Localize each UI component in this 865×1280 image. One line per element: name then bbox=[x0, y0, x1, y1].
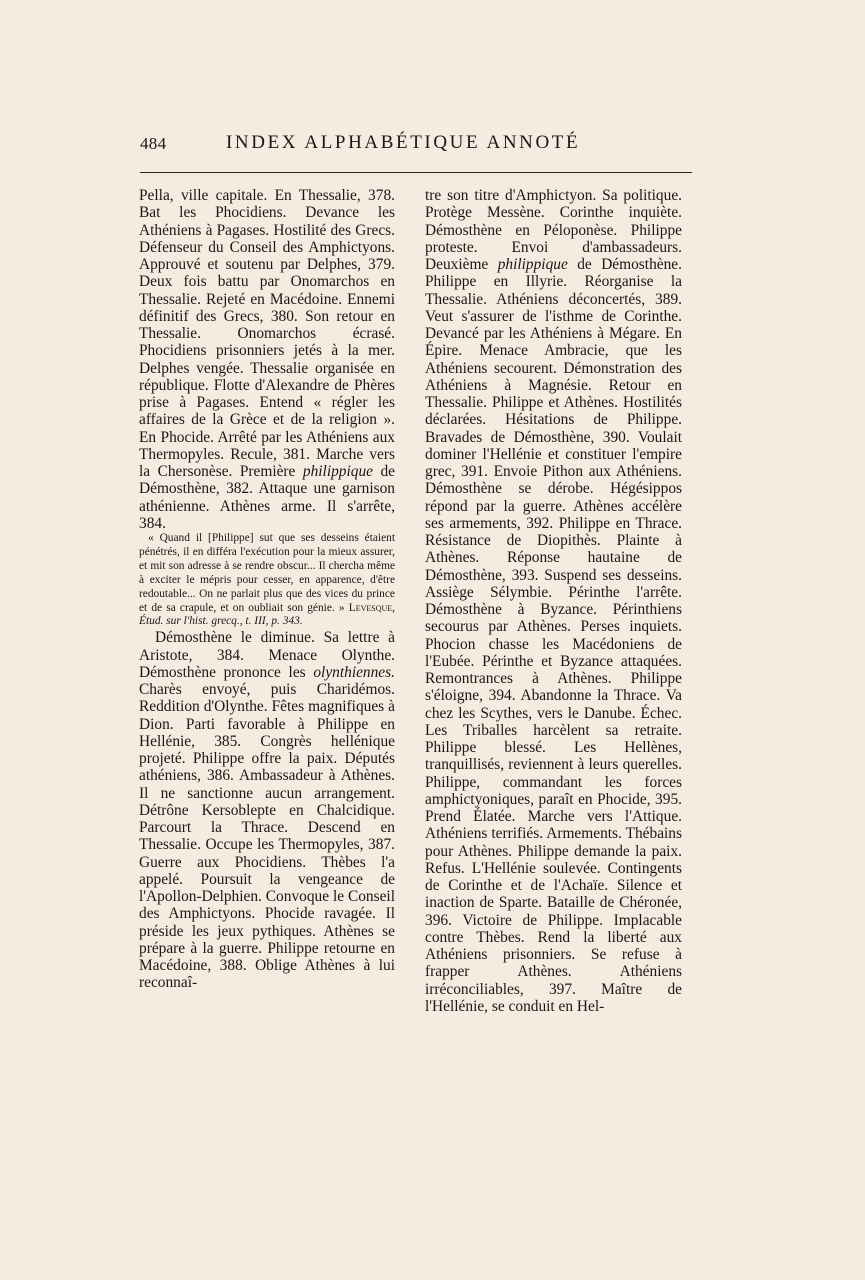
running-head bbox=[140, 132, 692, 158]
entry-text: Pella, ville capitale. En Thessalie, 378. Bat les Phocidiens. Devance les Athéniens à Pagases. Hostilité des Grecs. Défenseur du Conseil des Amphictyons. Approuvé et soutenu par Delphes, 379. Deux fois battu par Onomarchos en Thessalie. Rejeté en Macédoine. Ennemi définitif des Grecs, 380. Son retour en Thessalie. Onomarchos écrasé. Phocidiens prisonniers jetés à la mer. Delphes vengée. Thessalie organisée en république. Flotte d'Alexandre de Phères prise à Pagases. Entend « régler les affaires de la Grèce et de la religion ». En Phocide. Arrêté par les Athéniens aux Thermopyles. Recule, 381. Marche vers la Chersonèse. Première bbox=[139, 187, 395, 480]
header-rule bbox=[140, 172, 692, 173]
page-number: 484 bbox=[140, 134, 167, 153]
entry-paragraph bbox=[139, 629, 395, 991]
italic-term: olynthiennes. bbox=[313, 663, 395, 681]
entry-text: de Démosthène. Philippe en Illyrie. Réorganise la Thessalie. Athéniens déconcertés, 389. Veut s'assurer de l'isthme de Corinthe. Devancé par les Athéniens à Mégare. En Épire. Menace Ambracie, que les Athéniens secourent. Démonstration des Athéniens à Magnésie. Retour en Thessalie. Philippe et Athènes. Hostilités déclarées. Hésitations de Philippe. Bravades de Démosthène, 390. Voulait dominer l'Hellénie et constituer l'empire grec, 391. Envoie Pithon aux Athéniens. Démosthène se dérobe. Hégésippos répond par la guerre. Athènes accélère ses armements, 392. Philippe en Thrace. Résistance de Diopithès. Plainte à Athènes. Réponse hautaine de Démosthène, 393. Suspend ses desseins. Assiège Sélymbie. Périnthe l'arrête. Démosthène à Byzance. Périnthiens secourus par Athènes. Perses inquiets. Phocion chasse les Macédoniens de l'Eubée. Périnthe et Byzance attaquées. Remontrances à Athènes. Philippe s'éloigne, 394. Abandonne la Thrace. Va chez les Scythes, vers le Danube. Échec. Les Triballes harcèlent sa retraite. Philippe blessé. Les Hellènes, tranquillisés, reviennent à leurs querelles. Philippe, commandant les forces amphictyoniques, paraît en Phocide, 395. Prend Élatée. Marche vers l'Attique. Athéniens terrifiés. Armements. Thébains pour Athènes. Philippe demande la paix. Refus. L'Hellénie soulevée. Contingents de Corinthe et de l'Achaïe. Silence et inaction de Sparte. Bataille de Chéronée, 396. Victoire de Philippe. Implacable contre Thèbes. Rend la liberté aux Athéniens prisonniers. Se refuse à frapper Athènes. Athéniens irréconciliables, 397. Maître de l'Hellénie, se conduit en Hel- bbox=[425, 256, 682, 1015]
entry-text: de Démosthène, 382. Attaque une garnison athénienne. Athènes arme. Il s'arrête, 384. bbox=[139, 463, 395, 532]
entry-text: Démosthène le diminue. Sa lettre à Aristote, 384. Menace Olynthe. Démosthène prononce les bbox=[139, 629, 395, 681]
left-column bbox=[139, 187, 395, 992]
quote-author: Levesque, bbox=[348, 601, 395, 614]
quote-reference: Étud. sur l'hist. grecq., t. III, p. 343. bbox=[139, 615, 303, 628]
quote-text: « Quand il [Philippe] sut que ses desseins étaient pénétrés, il en différa l'exécution pour la mieux assurer, et mit son adresse à se rendre obscur... Il chercha même à exciter le mépris pour cesser, en apparence, d'être redoutable... On ne parlait plus que des vices du prince et de sa crapule, et on oubliait son génie. » bbox=[139, 532, 395, 614]
footnote-quote bbox=[139, 532, 395, 629]
italic-term: philippique bbox=[302, 463, 373, 480]
right-column bbox=[425, 187, 682, 1015]
entry-paragraph bbox=[425, 187, 682, 1015]
entry-paragraph bbox=[139, 187, 395, 532]
entry-text: tre son titre d'Amphictyon. Sa politique. Protège Messène. Corinthe inquiète. Démosthène en Péloponèse. Philippe proteste. Envoi d'ambassadeurs. Deuxième bbox=[425, 187, 682, 273]
entry-text: Charès envoyé, puis Charidémos. Reddition d'Olynthe. Fêtes magnifiques à Dion. Parti favorable à Philippe en Hellénie, 385. Congrès hellénique projeté. Philippe offre la paix. Députés athéniens, 386. Ambassadeur à Athènes. Il ne sanctionne aucun arrangement. Détrône Kersoblepte en Chalcidique. Parcourt la Thrace. Descend en Thessalie. Occupe les Thermopyles, 387. Guerre aux Phocidiens. Thèbes l'a appelé. Poursuit la vengeance de l'Apollon-Delphien. Convoque le Conseil des Amphictyons. Phocide ravagée. Il préside les jeux pythiques. Athènes se prépare à la guerre. Philippe retourne en Macédoine, 388. Oblige Athènes à lui reconnaî- bbox=[139, 681, 395, 992]
italic-term: philippique bbox=[497, 256, 568, 273]
running-title: INDEX ALPHABÉTIQUE ANNOTÉ bbox=[226, 132, 581, 153]
